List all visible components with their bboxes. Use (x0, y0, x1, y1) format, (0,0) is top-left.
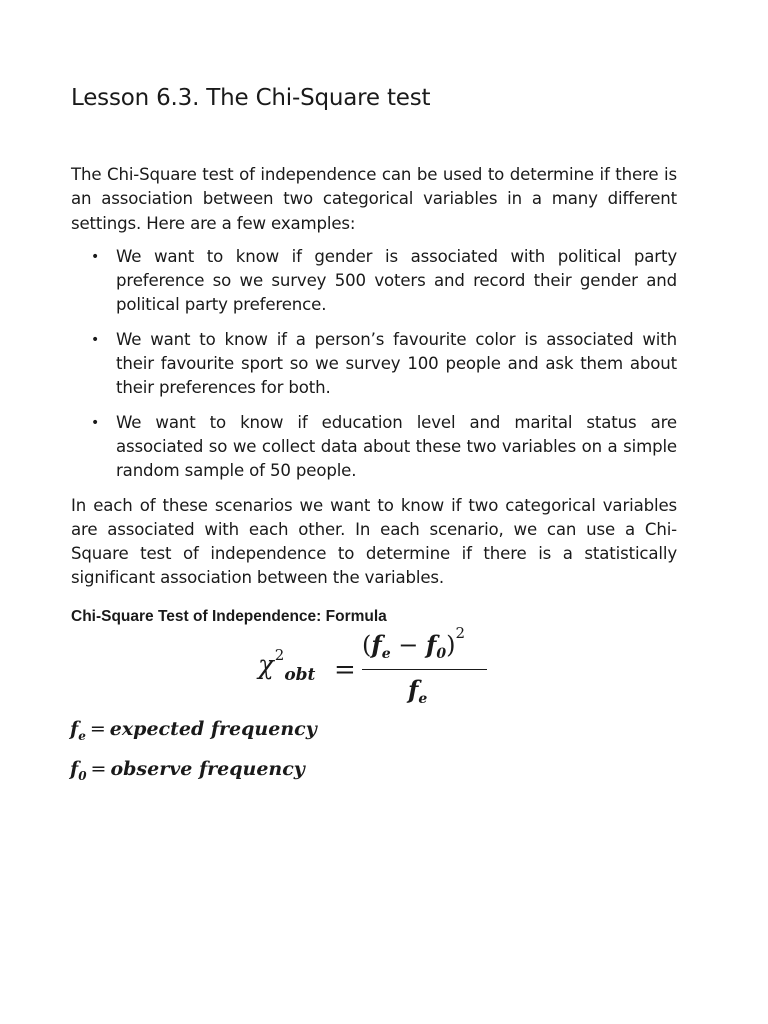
numerator-f2-sub: 0 (436, 646, 447, 662)
summary-paragraph: In each of these scenarios we want to know if two categorical variables are associated with each other. In each scenario, we can use a Chi-Square test of independence to determine if there is a statistically significant association between the variables. (71, 495, 677, 588)
list-item (71, 328, 677, 401)
chi-exponent: 2 (274, 646, 285, 664)
example-text: We want to know if gender is associated with political party preference so we survey 500 voters and record their gender and political party preference. (116, 246, 677, 315)
example-text: We want to know if a person’s favourite color is associated with their favourite sport so we survey 100 people and ask them about their preferences for both. (116, 329, 677, 398)
bullet-icon: • (91, 331, 100, 348)
definition-observed (70, 758, 305, 783)
bullet-icon: • (91, 248, 100, 265)
close-paren: ) (446, 631, 456, 659)
formula-lhs (258, 646, 316, 685)
list-item (71, 245, 677, 318)
numerator-f1: f (371, 630, 382, 659)
numerator-exponent: 2 (455, 624, 465, 642)
numerator-f1-sub: e (381, 646, 391, 662)
denominator-f: f (408, 675, 419, 704)
definition-expected (70, 718, 317, 743)
example-text: We want to know if education level and marital status are associated so we collect data about these two variables on a simple random sample of 50 people. (116, 412, 677, 481)
formula-equals: = (334, 655, 356, 685)
denominator-sub: e (418, 691, 428, 707)
numerator-f2: f (426, 630, 437, 659)
list-item (71, 411, 677, 484)
def-symbol: f (70, 718, 79, 740)
open-paren: ( (362, 631, 372, 659)
def-equals: = (89, 718, 106, 740)
formula-heading: Chi-Square Test of Independence: Formula (71, 607, 387, 625)
bullet-icon: • (91, 414, 100, 431)
def-subscript: e (78, 729, 86, 743)
chi-symbol: χ (258, 650, 274, 681)
chi-square-formula (258, 624, 498, 718)
formula-numerator (362, 624, 465, 662)
examples-list (71, 245, 677, 484)
chi-subscript: obt (284, 664, 316, 685)
def-symbol: f (70, 758, 79, 780)
def-text: observe frequency (110, 758, 305, 780)
intro-paragraph: The Chi-Square test of independence can be used to determine if there is an association between two categorical variables in a many different settings. Here are a few examples: (71, 165, 677, 233)
def-text: expected frequency (109, 718, 317, 740)
fraction-bar (362, 669, 487, 670)
lesson-title: Lesson 6.3. The Chi-Square test (71, 85, 431, 111)
def-subscript: 0 (78, 769, 87, 783)
minus-sign: − (390, 631, 426, 659)
formula-denominator (408, 675, 428, 707)
document-page (71, 80, 677, 628)
def-equals: = (90, 758, 107, 780)
